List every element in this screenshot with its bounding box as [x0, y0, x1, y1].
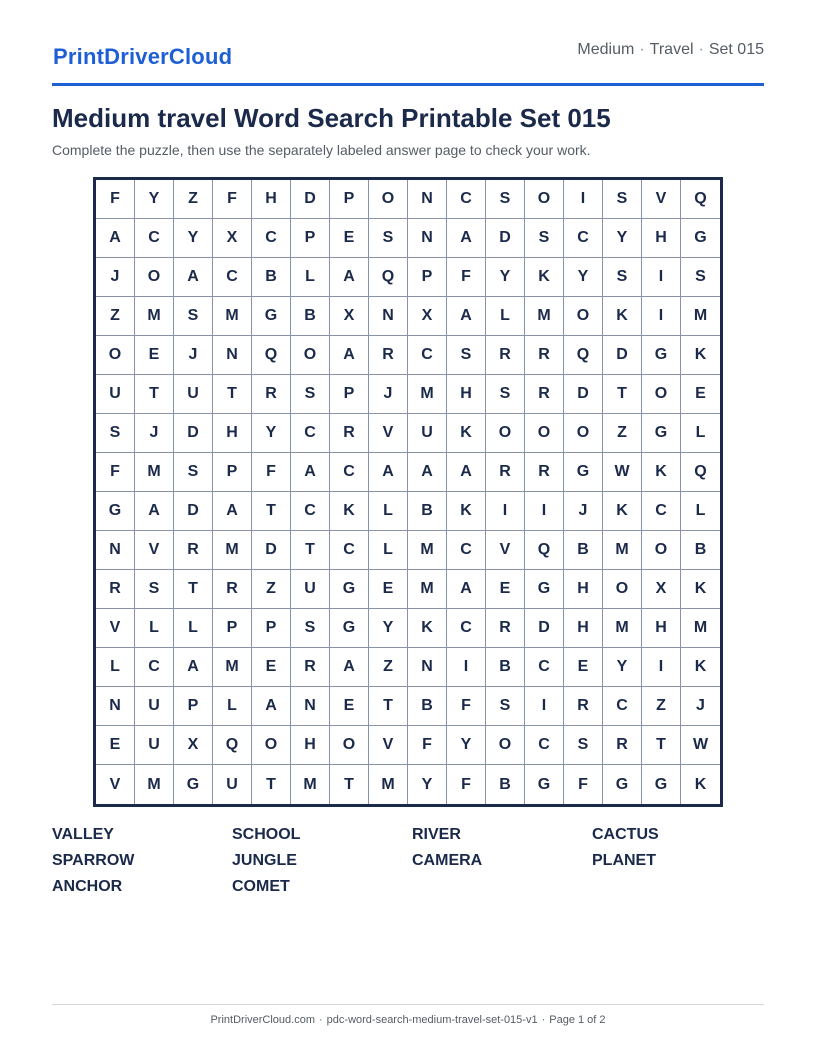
grid-cell: G — [681, 219, 720, 258]
grid-cell: Y — [486, 258, 525, 297]
grid-cell: L — [369, 531, 408, 570]
grid-cell: U — [174, 375, 213, 414]
grid-cell: Z — [252, 570, 291, 609]
grid-cell: L — [291, 258, 330, 297]
grid-cell: K — [330, 492, 369, 531]
grid-cell: N — [369, 297, 408, 336]
grid-cell: B — [252, 258, 291, 297]
grid-cell: T — [369, 687, 408, 726]
grid-cell: C — [291, 414, 330, 453]
grid-cell: S — [291, 609, 330, 648]
grid-cell: K — [447, 492, 486, 531]
word-list-item: SPARROW — [52, 852, 135, 869]
page-footer — [52, 1004, 764, 1026]
grid-cell: F — [252, 453, 291, 492]
grid-cell: T — [213, 375, 252, 414]
grid-cell: A — [330, 648, 369, 687]
grid-cell: F — [96, 180, 135, 219]
grid-cell: Y — [174, 219, 213, 258]
grid-cell: C — [525, 648, 564, 687]
grid-cell: P — [408, 258, 447, 297]
grid-cell: A — [447, 297, 486, 336]
grid-cell: T — [252, 492, 291, 531]
grid-cell: R — [564, 687, 603, 726]
grid-cell: V — [369, 726, 408, 765]
grid-cell: C — [447, 531, 486, 570]
grid-cell: U — [291, 570, 330, 609]
grid-cell: U — [135, 687, 174, 726]
grid-cell: V — [96, 609, 135, 648]
word-list-item: RIVER — [412, 826, 461, 843]
grid-cell: Y — [603, 219, 642, 258]
grid-cell: B — [486, 648, 525, 687]
grid-cell: C — [135, 219, 174, 258]
grid-cell: P — [291, 219, 330, 258]
grid-cell: C — [330, 531, 369, 570]
grid-cell: S — [174, 297, 213, 336]
grid-cell: G — [330, 609, 369, 648]
meta-theme: Travel — [649, 41, 694, 58]
grid-cell: L — [486, 297, 525, 336]
grid-cell: D — [174, 414, 213, 453]
grid-cell: J — [564, 492, 603, 531]
grid-cell: C — [642, 492, 681, 531]
grid-cell: Q — [369, 258, 408, 297]
grid-cell: G — [96, 492, 135, 531]
grid-cell: B — [408, 687, 447, 726]
grid-cell: H — [252, 180, 291, 219]
grid-cell: M — [408, 570, 447, 609]
word-list-item: CAMERA — [412, 852, 483, 869]
grid-cell: B — [486, 765, 525, 804]
word-list-item: SCHOOL — [232, 826, 301, 843]
grid-cell: R — [525, 336, 564, 375]
grid-cell: R — [252, 375, 291, 414]
grid-cell: T — [252, 765, 291, 804]
grid-cell: K — [447, 414, 486, 453]
grid-cell: E — [486, 570, 525, 609]
grid-cell: K — [681, 570, 720, 609]
grid-cell: J — [681, 687, 720, 726]
grid-cell: Y — [447, 726, 486, 765]
grid-cell: S — [564, 726, 603, 765]
grid-cell: M — [681, 609, 720, 648]
grid-cell: H — [447, 375, 486, 414]
grid-cell: C — [525, 726, 564, 765]
grid-cell: O — [252, 726, 291, 765]
grid-cell: A — [447, 570, 486, 609]
grid-cell: T — [330, 765, 369, 804]
grid-cell: Q — [681, 453, 720, 492]
grid-cell: G — [252, 297, 291, 336]
grid-cell: U — [213, 765, 252, 804]
grid-cell: G — [525, 765, 564, 804]
grid-cell: T — [135, 375, 174, 414]
grid-cell: B — [564, 531, 603, 570]
grid-cell: R — [174, 531, 213, 570]
grid-cell: N — [213, 336, 252, 375]
grid-cell: S — [96, 414, 135, 453]
grid-cell: C — [213, 258, 252, 297]
grid-cell: O — [369, 180, 408, 219]
grid-cell: V — [369, 414, 408, 453]
grid-cell: G — [642, 336, 681, 375]
grid-cell: J — [174, 336, 213, 375]
grid-cell: Q — [252, 336, 291, 375]
grid-cell: A — [447, 219, 486, 258]
grid-cell: U — [408, 414, 447, 453]
grid-cell: M — [525, 297, 564, 336]
word-list-item: PLANET — [592, 852, 656, 869]
grid-cell: K — [408, 609, 447, 648]
grid-cell: P — [330, 375, 369, 414]
grid-cell: E — [330, 219, 369, 258]
grid-cell: Q — [525, 531, 564, 570]
grid-cell: G — [525, 570, 564, 609]
grid-cell: L — [213, 687, 252, 726]
grid-cell: P — [213, 609, 252, 648]
brand-logo-text: PrintDriverCloud — [53, 44, 233, 69]
grid-cell: Q — [564, 336, 603, 375]
puzzle-meta — [577, 41, 764, 59]
grid-cell: M — [135, 453, 174, 492]
grid-cell: S — [135, 570, 174, 609]
grid-cell: O — [330, 726, 369, 765]
grid-cell: R — [486, 453, 525, 492]
grid-cell: Q — [681, 180, 720, 219]
word-list-item: JUNGLE — [232, 852, 297, 869]
grid-cell: G — [564, 453, 603, 492]
grid-cell: M — [408, 375, 447, 414]
footer-page-number: Page 1 of 2 — [549, 1014, 606, 1026]
grid-cell: S — [603, 258, 642, 297]
grid-cell: R — [96, 570, 135, 609]
grid-cell: T — [603, 375, 642, 414]
grid-cell: Z — [369, 648, 408, 687]
grid-cell: F — [447, 765, 486, 804]
grid-cell: M — [603, 609, 642, 648]
grid-cell: X — [213, 219, 252, 258]
grid-cell: N — [96, 687, 135, 726]
grid-cell: Y — [408, 765, 447, 804]
grid-cell: N — [408, 648, 447, 687]
grid-cell: O — [564, 414, 603, 453]
grid-cell: R — [603, 726, 642, 765]
grid-cell: K — [681, 648, 720, 687]
word-list-item: ANCHOR — [52, 878, 123, 895]
word-list-item: COMET — [232, 878, 290, 895]
grid-cell: B — [408, 492, 447, 531]
grid-cell: R — [291, 648, 330, 687]
grid-cell: C — [447, 180, 486, 219]
footer-doc-id: pdc-word-search-medium-travel-set-015-v1 — [326, 1014, 538, 1026]
grid-cell: Z — [96, 297, 135, 336]
grid-cell: A — [330, 336, 369, 375]
grid-cell: E — [681, 375, 720, 414]
grid-cell: Y — [369, 609, 408, 648]
grid-cell: F — [564, 765, 603, 804]
grid-cell: F — [447, 687, 486, 726]
grid-cell: H — [213, 414, 252, 453]
grid-cell: H — [564, 609, 603, 648]
grid-cell: Y — [135, 180, 174, 219]
grid-cell: S — [291, 375, 330, 414]
grid-cell: G — [174, 765, 213, 804]
grid-cell: O — [564, 297, 603, 336]
grid-cell: X — [642, 570, 681, 609]
grid-cell: R — [486, 336, 525, 375]
grid-cell: U — [96, 375, 135, 414]
grid-cell: V — [642, 180, 681, 219]
grid-cell: F — [408, 726, 447, 765]
grid-cell: O — [96, 336, 135, 375]
grid-cell: A — [213, 492, 252, 531]
grid-cell: T — [642, 726, 681, 765]
grid-cell: W — [603, 453, 642, 492]
grid-cell: C — [447, 609, 486, 648]
grid-cell: K — [642, 453, 681, 492]
grid-cell: A — [174, 258, 213, 297]
grid-cell: K — [603, 492, 642, 531]
grid-cell: X — [330, 297, 369, 336]
grid-cell: D — [291, 180, 330, 219]
grid-cell: A — [447, 453, 486, 492]
grid-cell: O — [486, 726, 525, 765]
grid-cell: H — [291, 726, 330, 765]
word-list-item: VALLEY — [52, 826, 114, 843]
grid-cell: X — [174, 726, 213, 765]
grid-cell: M — [369, 765, 408, 804]
grid-cell: A — [252, 687, 291, 726]
grid-cell: S — [603, 180, 642, 219]
grid-cell: J — [96, 258, 135, 297]
grid-cell: A — [408, 453, 447, 492]
grid-cell: R — [525, 453, 564, 492]
grid-cell: U — [135, 726, 174, 765]
grid-cell: I — [486, 492, 525, 531]
footer-site: PrintDriverCloud.com — [210, 1014, 315, 1026]
grid-cell: L — [96, 648, 135, 687]
grid-cell: O — [642, 375, 681, 414]
grid-cell: T — [174, 570, 213, 609]
grid-cell: R — [525, 375, 564, 414]
grid-cell: P — [213, 453, 252, 492]
grid-cell: A — [174, 648, 213, 687]
word-search-grid — [93, 177, 723, 807]
meta-difficulty: Medium — [577, 41, 635, 58]
grid-cell: E — [96, 726, 135, 765]
grid-cell: E — [135, 336, 174, 375]
grid-cell: S — [369, 219, 408, 258]
grid-cell: L — [681, 414, 720, 453]
grid-cell: H — [642, 219, 681, 258]
grid-cell: K — [694, 775, 707, 793]
grid-cell: I — [525, 687, 564, 726]
grid-cell: K — [603, 297, 642, 336]
page-subtitle: Complete the puzzle, then use the separately labeled answer page to check your work. — [52, 142, 591, 158]
grid-cell: C — [603, 687, 642, 726]
grid-cell: A — [291, 453, 330, 492]
grid-cell: I — [642, 258, 681, 297]
grid-cell: H — [642, 609, 681, 648]
grid-cell: K — [681, 336, 720, 375]
grid-cell: G — [603, 765, 642, 804]
grid-cell: C — [135, 648, 174, 687]
grid-cell: W — [681, 726, 720, 765]
grid-cell: B — [681, 531, 720, 570]
grid-cell: S — [486, 375, 525, 414]
grid-cell: R — [369, 336, 408, 375]
grid-cell: Q — [213, 726, 252, 765]
grid-cell: R — [486, 609, 525, 648]
grid-cell: Z — [603, 414, 642, 453]
grid-cell: J — [135, 414, 174, 453]
grid-cell: O — [291, 336, 330, 375]
grid-cell: I — [564, 180, 603, 219]
grid-cell: C — [408, 336, 447, 375]
grid-cell: L — [369, 492, 408, 531]
grid-cell: I — [642, 297, 681, 336]
grid-cell: A — [330, 258, 369, 297]
page-header — [52, 36, 764, 86]
grid-cell: M — [408, 531, 447, 570]
grid-cell: O — [525, 180, 564, 219]
grid-cell: S — [447, 336, 486, 375]
grid-cell: M — [291, 765, 330, 804]
grid-cell: D — [252, 531, 291, 570]
grid-cell: C — [291, 492, 330, 531]
grid-cell: E — [564, 648, 603, 687]
word-list-item: CACTUS — [592, 826, 659, 843]
footer-separator: · — [319, 1014, 323, 1026]
grid-cell: O — [642, 531, 681, 570]
grid-cell: N — [408, 180, 447, 219]
grid-cell: M — [603, 531, 642, 570]
grid-cell: C — [252, 219, 291, 258]
grid-cell: F — [447, 258, 486, 297]
meta-separator: · — [639, 41, 645, 58]
grid-cell: E — [369, 570, 408, 609]
grid-cell: V — [96, 765, 135, 804]
grid-cell: L — [174, 609, 213, 648]
grid-cell: G — [330, 570, 369, 609]
grid-cell: P — [330, 180, 369, 219]
grid-cell: D — [564, 375, 603, 414]
meta-separator: · — [698, 41, 704, 58]
grid-cell: Y — [603, 648, 642, 687]
grid-cell: A — [369, 453, 408, 492]
grid-cell: O — [486, 414, 525, 453]
grid-cell: M — [213, 297, 252, 336]
grid-cell: N — [408, 219, 447, 258]
grid-cell: D — [174, 492, 213, 531]
grid-cell: F — [213, 180, 252, 219]
grid-cell: J — [369, 375, 408, 414]
grid-cell: N — [96, 531, 135, 570]
meta-set: Set 015 — [708, 41, 764, 58]
grid-cell: S — [525, 219, 564, 258]
grid-cell: I — [525, 492, 564, 531]
grid-cell: H — [564, 570, 603, 609]
grid-cell: M — [681, 297, 720, 336]
footer-separator: · — [541, 1014, 546, 1026]
grid-cell: C — [330, 453, 369, 492]
word-list — [52, 825, 772, 903]
grid-cell: P — [252, 609, 291, 648]
grid-cell: Y — [564, 258, 603, 297]
grid-cell: P — [174, 687, 213, 726]
grid-cell: V — [486, 531, 525, 570]
grid-cell: I — [642, 648, 681, 687]
grid-cell: D — [486, 219, 525, 258]
page-title: Medium travel Word Search Printable Set 015 — [52, 103, 611, 133]
grid-cell: Z — [642, 687, 681, 726]
grid-cell: M — [135, 297, 174, 336]
grid-cell: G — [642, 765, 681, 804]
grid-cell: Y — [252, 414, 291, 453]
grid-cell: N — [291, 687, 330, 726]
grid-cell: X — [408, 297, 447, 336]
grid-cell: D — [603, 336, 642, 375]
grid-cell: K — [525, 258, 564, 297]
grid-cell: M — [213, 648, 252, 687]
grid-cell: R — [213, 570, 252, 609]
grid-cell: E — [330, 687, 369, 726]
grid-cell: M — [135, 765, 174, 804]
grid-cell: T — [291, 531, 330, 570]
grid-cell: V — [135, 531, 174, 570]
grid-cell: O — [525, 414, 564, 453]
grid-cell: S — [681, 258, 720, 297]
grid-cell: L — [135, 609, 174, 648]
grid-cell: A — [135, 492, 174, 531]
grid-cell: S — [174, 453, 213, 492]
grid-cell: D — [525, 609, 564, 648]
grid-cell: G — [642, 414, 681, 453]
grid-cell: L — [681, 492, 720, 531]
grid-cell: A — [96, 219, 135, 258]
grid-cell: O — [135, 258, 174, 297]
grid-cell: C — [564, 219, 603, 258]
grid-cell: O — [603, 570, 642, 609]
grid-cell: Z — [174, 180, 213, 219]
grid-cell: I — [447, 648, 486, 687]
grid-cell: E — [252, 648, 291, 687]
grid-cell: S — [486, 180, 525, 219]
grid-cell: R — [330, 414, 369, 453]
grid-cell: F — [96, 453, 135, 492]
grid-cell: M — [213, 531, 252, 570]
grid-cell: B — [291, 297, 330, 336]
grid-cell: S — [486, 687, 525, 726]
